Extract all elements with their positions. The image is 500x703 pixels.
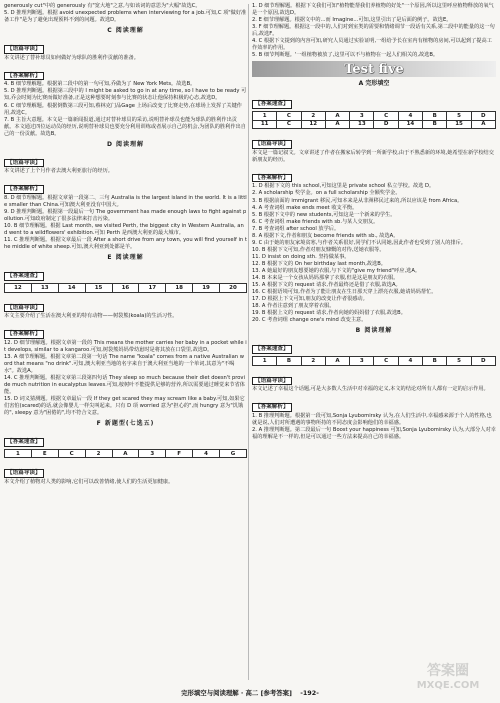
- analysis-item: 7. B 考查词组 after school 放学后。: [252, 225, 340, 232]
- reading-guide-label: 【语篇导读】: [4, 45, 44, 54]
- analysis-item: generously cut"中的 generously 有"宽大地"之意,与如该词的意思为"大幅"故选C。: [4, 3, 201, 9]
- analysis-item: 7. B 主旨大意题。本文是一篇新闻报道,通过对替补球员的采访,说明替补球员也能为球队的胜利作出贡献。本文通过四位运动员的经历,说明替补球员也要充分利用训练或者展示自己的机会,为团队的胜利作出自己的一份贡献。故选B。: [4, 116, 246, 137]
- answer-cell: A: [471, 120, 495, 129]
- answer-cell: 20: [220, 283, 247, 292]
- watermark-logo: [402, 659, 494, 693]
- section-title-f: F 新题型(七选五): [96, 420, 155, 428]
- analysis-item: 14. B 本来是一个女孩从妈妈那拿了衣服,但是这是朋友的衣服。: [252, 275, 399, 282]
- analysis-item: 1. D 细节理解题。根据下文我们可知"植物能帮我们养植物的好处"一个原因,所以这里呼应植物释放的氧气是一个原因,故选D。: [252, 3, 494, 17]
- answer-cell: C: [277, 120, 301, 129]
- analysis-item: 8. D 细节理解题。根据文章第一段第二、三句 Australia is the largest island in the world. It is a little smaller than China.可知澳大利亚没有中国大。: [4, 194, 247, 209]
- answer-cell: 4: [398, 356, 422, 365]
- answer-cell: B: [423, 111, 447, 120]
- answer-cell: D: [471, 111, 495, 120]
- answer-cell: 12: [301, 120, 325, 129]
- reading-guide-label: 【语篇导读】: [252, 377, 292, 386]
- analysis-item: 5. B 根据下文中的 new students,可知这是一个新来的学生。: [252, 211, 396, 218]
- reading-guide-text: 本文讲述了替补球员如何做好为球队的胜利作贡献的准备。: [4, 54, 139, 61]
- analysis-item: 12. B 根据下文的 On her birthday last month,故选B。: [252, 260, 386, 267]
- answer-cell: 1: [253, 111, 277, 120]
- answer-cell: A: [325, 356, 349, 365]
- analysis-list-d: [4, 195, 247, 251]
- answer-cell: 14: [58, 283, 85, 292]
- answer-cell: 4: [193, 449, 220, 458]
- answer-cell: 11: [253, 120, 277, 129]
- reading-guide-text: 本文主要介绍了生活在澳大利亚的特有动物——树袋熊(koala)的生活习性。: [4, 313, 178, 320]
- left-intro: [4, 3, 247, 24]
- answer-cell: 3: [350, 111, 374, 120]
- analysis-item: 13. A 她最好的朋友想要她的衣服,与下文的"give my friend"呼应,选A。: [252, 268, 421, 274]
- analysis-item: 1. B 推理判断题。根据第一段可知,Sonja Lyubomirsky 认为,在人们生活中,幸福感来源于个人的性格,也就是说,人们对所遭遇的事物所持的不同态度会影响他们的幸福感。: [252, 412, 492, 426]
- answer-cell: 13: [31, 283, 58, 292]
- answer-table-a: [252, 111, 496, 129]
- answer-cell: B: [423, 356, 447, 365]
- svg-text:答案圈: 答案圈: [427, 663, 469, 679]
- analysis-item: 17. D 根据上下文可知,朋友的改变让作者很感动。: [252, 296, 368, 303]
- footer-title: 完形填空与阅读理解 · 高二: [181, 689, 259, 697]
- answer-cell: F: [166, 449, 193, 458]
- answer-analysis-label: 【答案解析】: [4, 72, 44, 81]
- analysis-item: 2. A 推理判断题。第二段最后一句 Boost your happiness 可知,Sonja Lyubomirsky 认为,大部分人对幸福的理解是不一样的,但是可以通过一些方法来提高自己的幸福感。: [252, 426, 496, 440]
- answer-cell: 13: [350, 120, 374, 129]
- answer-cell: 3: [350, 356, 374, 365]
- svg-text:MXQE.COM: MXQE.COM: [416, 680, 480, 691]
- reading-guide-label: 【语篇导读】: [4, 304, 44, 313]
- answer-cell: 5: [447, 111, 471, 120]
- analysis-item: 16. C 根据语境可知,作者为了能让朋友在生日那天穿上漂亮衣服,她请妈妈帮忙。: [252, 289, 437, 296]
- answer-cell: 2: [301, 356, 325, 365]
- analysis-item: 9. C 由于她的朋友家境贫寒,与作者关系很好,同学们不认同她,因此作者也受到了别人的排斥。: [252, 239, 466, 246]
- analysis-item: 6. C 考查词组 make friends with sb.与某人交朋友。: [252, 218, 379, 225]
- analysis-list-e: [4, 340, 247, 418]
- answer-cell: 1: [5, 449, 32, 458]
- answer-cell: A: [112, 449, 139, 458]
- banner-title: Test five: [344, 62, 404, 78]
- answer-cell: G: [220, 449, 247, 458]
- answer-cell: C: [374, 111, 398, 120]
- answer-table-f: [4, 449, 247, 459]
- answer-cell: A: [325, 120, 349, 129]
- answer-cell: 14: [398, 120, 422, 129]
- analysis-item: 6. C 细节理解题。根据倒数第三段可知,蔡林克门品Gage 上场后改变了比赛走势,在球场上发挥了关键作用,故选C。: [4, 102, 242, 116]
- analysis-item: 3. B 根据前面的 immigrant 移民,可知本来是从非洲移民过来的,所以应该是 from Africa。: [252, 197, 463, 204]
- analysis-item: 13. A 细节理解题。根据文章第二段第一句话 The name "koala" comes from a native Australian word that means "no drink".可知,澳大利亚当地的名字来自于澳大利亚当地的一个单词,其意为"不喝水"。故选A。: [4, 353, 244, 374]
- banner-subtitle: A 完形填空: [358, 80, 390, 88]
- analysis-list-c: [4, 81, 247, 137]
- reading-guide-text: 本文讲述了上个月作者去澳大利亚旅行的经历。: [4, 168, 113, 175]
- analysis-item: 5. D 推理判断题。根据第三段中的 I might be asked to go in at any time, so I have to be ready 可知,乔会时刻为比赛而做好准备,正是这种想要时刻参与比赛的状态让他保持积极的心态,故选D。: [4, 88, 247, 102]
- answer-cell: 12: [5, 283, 32, 292]
- section-title-d: D 阅读理解: [106, 140, 145, 148]
- section-title-b: B 阅读理解: [355, 327, 393, 335]
- analysis-item: 10. B 根据下文可知,作者对朋友慷慨的对待,送她衣服等。: [252, 246, 385, 253]
- section-title-e: E 阅读理解: [107, 254, 144, 262]
- analysis-item: 4. C 根据下文提到的内容可知,研究人员通过实验证明,一组给予长在室内有植物的房间,可以起到了提高工作效率的作用。: [252, 38, 492, 52]
- column-divider: [248, 4, 249, 680]
- answer-cell: C: [374, 356, 398, 365]
- analysis-item: 2. E 细节理解题。根据文中的...而 Imagine...可知,这里引出了是后面的例子。故选E。: [252, 17, 452, 24]
- quick-answer-label: 【答案速查】: [4, 438, 44, 447]
- analysis-item: 5. D 推理判断题。根据 avoid unexpected problems when interviewing for a job.可知,C 项"做好准备工作"是为了避免出现预料不到的问题。故选D。: [4, 10, 247, 24]
- page-number: -192-: [300, 689, 319, 697]
- answer-cell: 16: [112, 283, 139, 292]
- answer-cell: E: [31, 449, 58, 458]
- answer-cell: 5: [447, 356, 471, 365]
- analysis-item: 11. C 推理判断题。根据文章最后一段 After a short drive from any town, you will find yourself in the middle of white sheep.可知,澳大利亚到处都是羊。: [4, 237, 247, 251]
- analysis-list-b: [252, 413, 496, 441]
- reading-guide-label: 【语篇导读】: [252, 140, 292, 149]
- section-title-c: C 阅读理解: [107, 27, 144, 35]
- answer-analysis-label: 【答案解析】: [252, 174, 292, 183]
- answer-cell: A: [325, 111, 349, 120]
- answer-analysis-label: 【答案解析】: [4, 330, 44, 339]
- analysis-item: 2. A scholarship 奖学金。on a full scholarship 全额奖学金。: [252, 190, 401, 197]
- reading-guide-text: 本文记述了幸福这个话题,可是大多数人生活中对幸福的定义,本文的结论对所有人都有一定的启示作用。: [252, 386, 489, 393]
- reading-guide-text: 本文是一篇记叙文。文章讲述了作者在搬家后转学到一所新学校,由于不熟悉新的环境,她希望在新学校结交新朋友的经历。: [252, 149, 494, 163]
- analysis-item: 10. B 细节理解题。根据 Last month, we visited Perth, the biggest city in Western Australia, and went to a wildflowers' exhibition.可知 Perth 是西澳大利亚的最大城市。: [4, 223, 244, 237]
- answer-cell: 3: [139, 449, 166, 458]
- answer-cell: D: [374, 120, 398, 129]
- analysis-item: 18. A 作者注意到了朋友穿着衣服。: [252, 303, 335, 310]
- answer-cell: C: [58, 449, 85, 458]
- analysis-item: 9. D 推理判断题。根据第一段最后一句 The government has made enough laws to fight against pollution.可知政府制定了很多法律来打击污染。: [4, 209, 247, 223]
- answer-cell: 17: [139, 283, 166, 292]
- test-banner: [252, 61, 496, 87]
- answer-cell: 2: [85, 449, 112, 458]
- answer-cell: 15: [447, 120, 471, 129]
- answer-table-b: [252, 356, 496, 366]
- answer-cell: C: [277, 111, 301, 120]
- left-column: [4, 3, 247, 486]
- quick-answer-label: 【答案速查】: [252, 345, 292, 354]
- answer-cell: 19: [193, 283, 220, 292]
- analysis-item: 15. A 根据下文的 request 请求,作者最终还是借了衣服,故选A。: [252, 282, 401, 289]
- analysis-item: 4. A 考查词组 make ends meet 收支平衡。: [252, 204, 358, 211]
- analysis-item: 14. C 推理判断题。根据文章第三段第四句话 They sleep so much because their diet doesn't provide much nutrition in eucalyptus leaves.可知,桉树叶不能提供足够的营养,所以需要通过睡觉来节省体能。: [4, 375, 245, 396]
- analysis-item: 15. D 词义猜测题。根据文章最后一段 If they get scared they may scream like a baby.可知,如果它们害怕(scared)的话,就会像婴儿一样尖叫起来。只有 D 项 worried 意为"担心的",而 hungry 意为"饥饿的", sleepy 意为"困倦的",均不符合文意。: [4, 396, 245, 417]
- analysis-item: 19. B 根据上文的 request 请求,作者向她的妈妈借了衣服,故选B。: [252, 310, 406, 317]
- analysis-item: 4. B 细节理解题。根据第二段中的第一句可知,乔做为了 New York Mets。故选B。: [4, 81, 196, 88]
- answer-analysis-label: 【答案解析】: [252, 403, 292, 412]
- answer-cell: 18: [166, 283, 193, 292]
- analysis-item: 20. C 考查词组 change one's mind 改变主意。: [252, 317, 367, 324]
- right-column: [252, 3, 496, 441]
- answer-cell: B: [423, 120, 447, 129]
- analysis-item: 12. D 细节理解题。根据文章第一段的 This means the mother carries her baby in a pocket while it develops, similar to a kangaroo.可知,树袋熊妈妈带幼崽时是将其放在口袋里,故选D。: [4, 339, 247, 353]
- analysis-item: 5. B 细节判断题。'一组植物被放了,这里可以不与植物在一起人们相关的,故选B。: [252, 52, 439, 59]
- analysis-item: 11. D insist on doing sth. 坚持做某事。: [252, 253, 350, 260]
- answer-cell: 2: [301, 111, 325, 120]
- quick-answer-label: 【答案速查】: [252, 100, 292, 109]
- answer-cell: 15: [85, 283, 112, 292]
- footer-answer-label: [参考答案]: [260, 689, 292, 697]
- analysis-item: 1. D 根据下文的 this school,可知这里是 private school 私立学校。故选 D。: [252, 183, 435, 190]
- reading-guide-text: 本文介绍了植物对人类的影响,它们可以改善情绪,使人们的生活更加健康。: [4, 479, 174, 486]
- reading-guide-label: 【语篇导读】: [4, 159, 44, 168]
- answer-analysis-label: 【答案解析】: [4, 185, 44, 194]
- answer-table-e: [4, 283, 247, 293]
- analysis-item: 3. F 细节理解题。根据这一段中的,人们对到室类的需要和情绪调节一段话有关系,第二段中的能量的这一句后,故选F。: [252, 24, 495, 38]
- answer-cell: 1: [253, 356, 277, 365]
- answer-cell: D: [471, 356, 495, 365]
- right-intro: [252, 3, 496, 59]
- analysis-list-a: [252, 183, 496, 324]
- quick-answer-label: 【答案速查】: [4, 272, 44, 281]
- answer-cell: 4: [398, 111, 422, 120]
- reading-guide-label: 【语篇导读】: [4, 469, 44, 478]
- analysis-item: 8. A 根据下文,作者和朋友 become friends with sb., 故选A。: [252, 232, 399, 239]
- answer-cell: B: [277, 356, 301, 365]
